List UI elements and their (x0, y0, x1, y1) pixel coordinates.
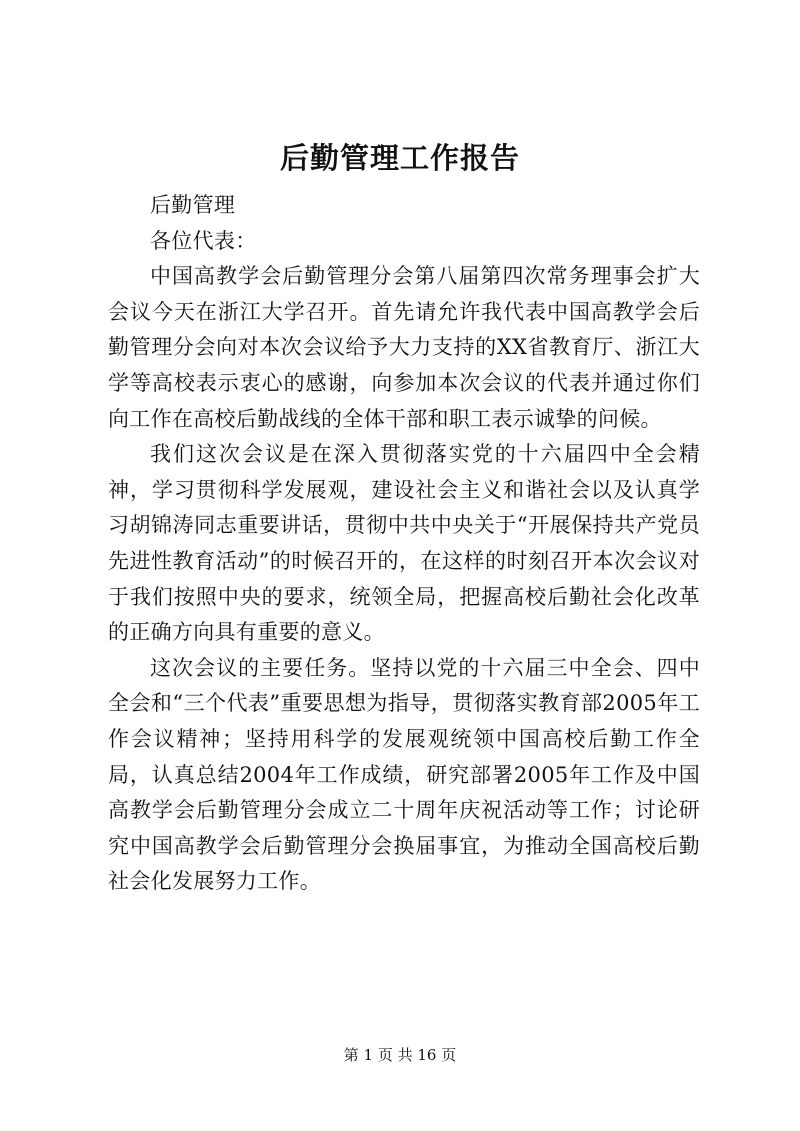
paragraph-context: 我们这次会议是在深入贯彻落实党的十六届四中全会精神，学习贯彻科学发展观，建设社会主义和谐社会以及认真学习胡锦涛同志重要讲话，贯彻中共中央关于“开展保持共产党员先进性教育活动”的时候召开的，在这样的时刻召开本次会议对于我们按照中央的要求，统领全局，把握高校后勤社会化改革的正确方向具有重要的意义。 (108, 442, 700, 645)
paragraph-salutation: 各位代表： (150, 228, 257, 253)
paragraph-subtitle: 后勤管理 (150, 193, 236, 217)
paragraph-opening: 中国高教学会后勤管理分会第八届第四次常务理事会扩大会议今天在浙江大学召开。首先请允许我代表中国高教学会后勤管理分会向对本次会议给予大力支持的XX省教育厅、浙江大学等高校表示衷心的感谢，向参加本次会议的代表并通过你们向工作在高校后勤战线的全体干部和职工表示诚挚的问候。 (108, 264, 700, 431)
document-body (108, 188, 700, 900)
page-footer (0, 1045, 800, 1065)
paragraph-tasks: 这次会议的主要任务。坚持以党的十六届三中全会、四中全会和“三个代表”重要思想为指导，贯彻落实教育部2005年工作会议精神；坚持用科学的发展观统领中国高校后勤工作全局，认真总结2004年工作成绩，研究部署2005年工作及中国高教学会后勤管理分会成立二十周年庆祝活动等工作；讨论研究中国高教学会后勤管理分会换届事宜，为推动全国高校后勤社会化发展努力工作。 (108, 655, 700, 894)
page-number-label: 第 1 页 共 16 页 (343, 1046, 457, 1064)
document-title: 后勤管理工作报告 (279, 141, 520, 175)
